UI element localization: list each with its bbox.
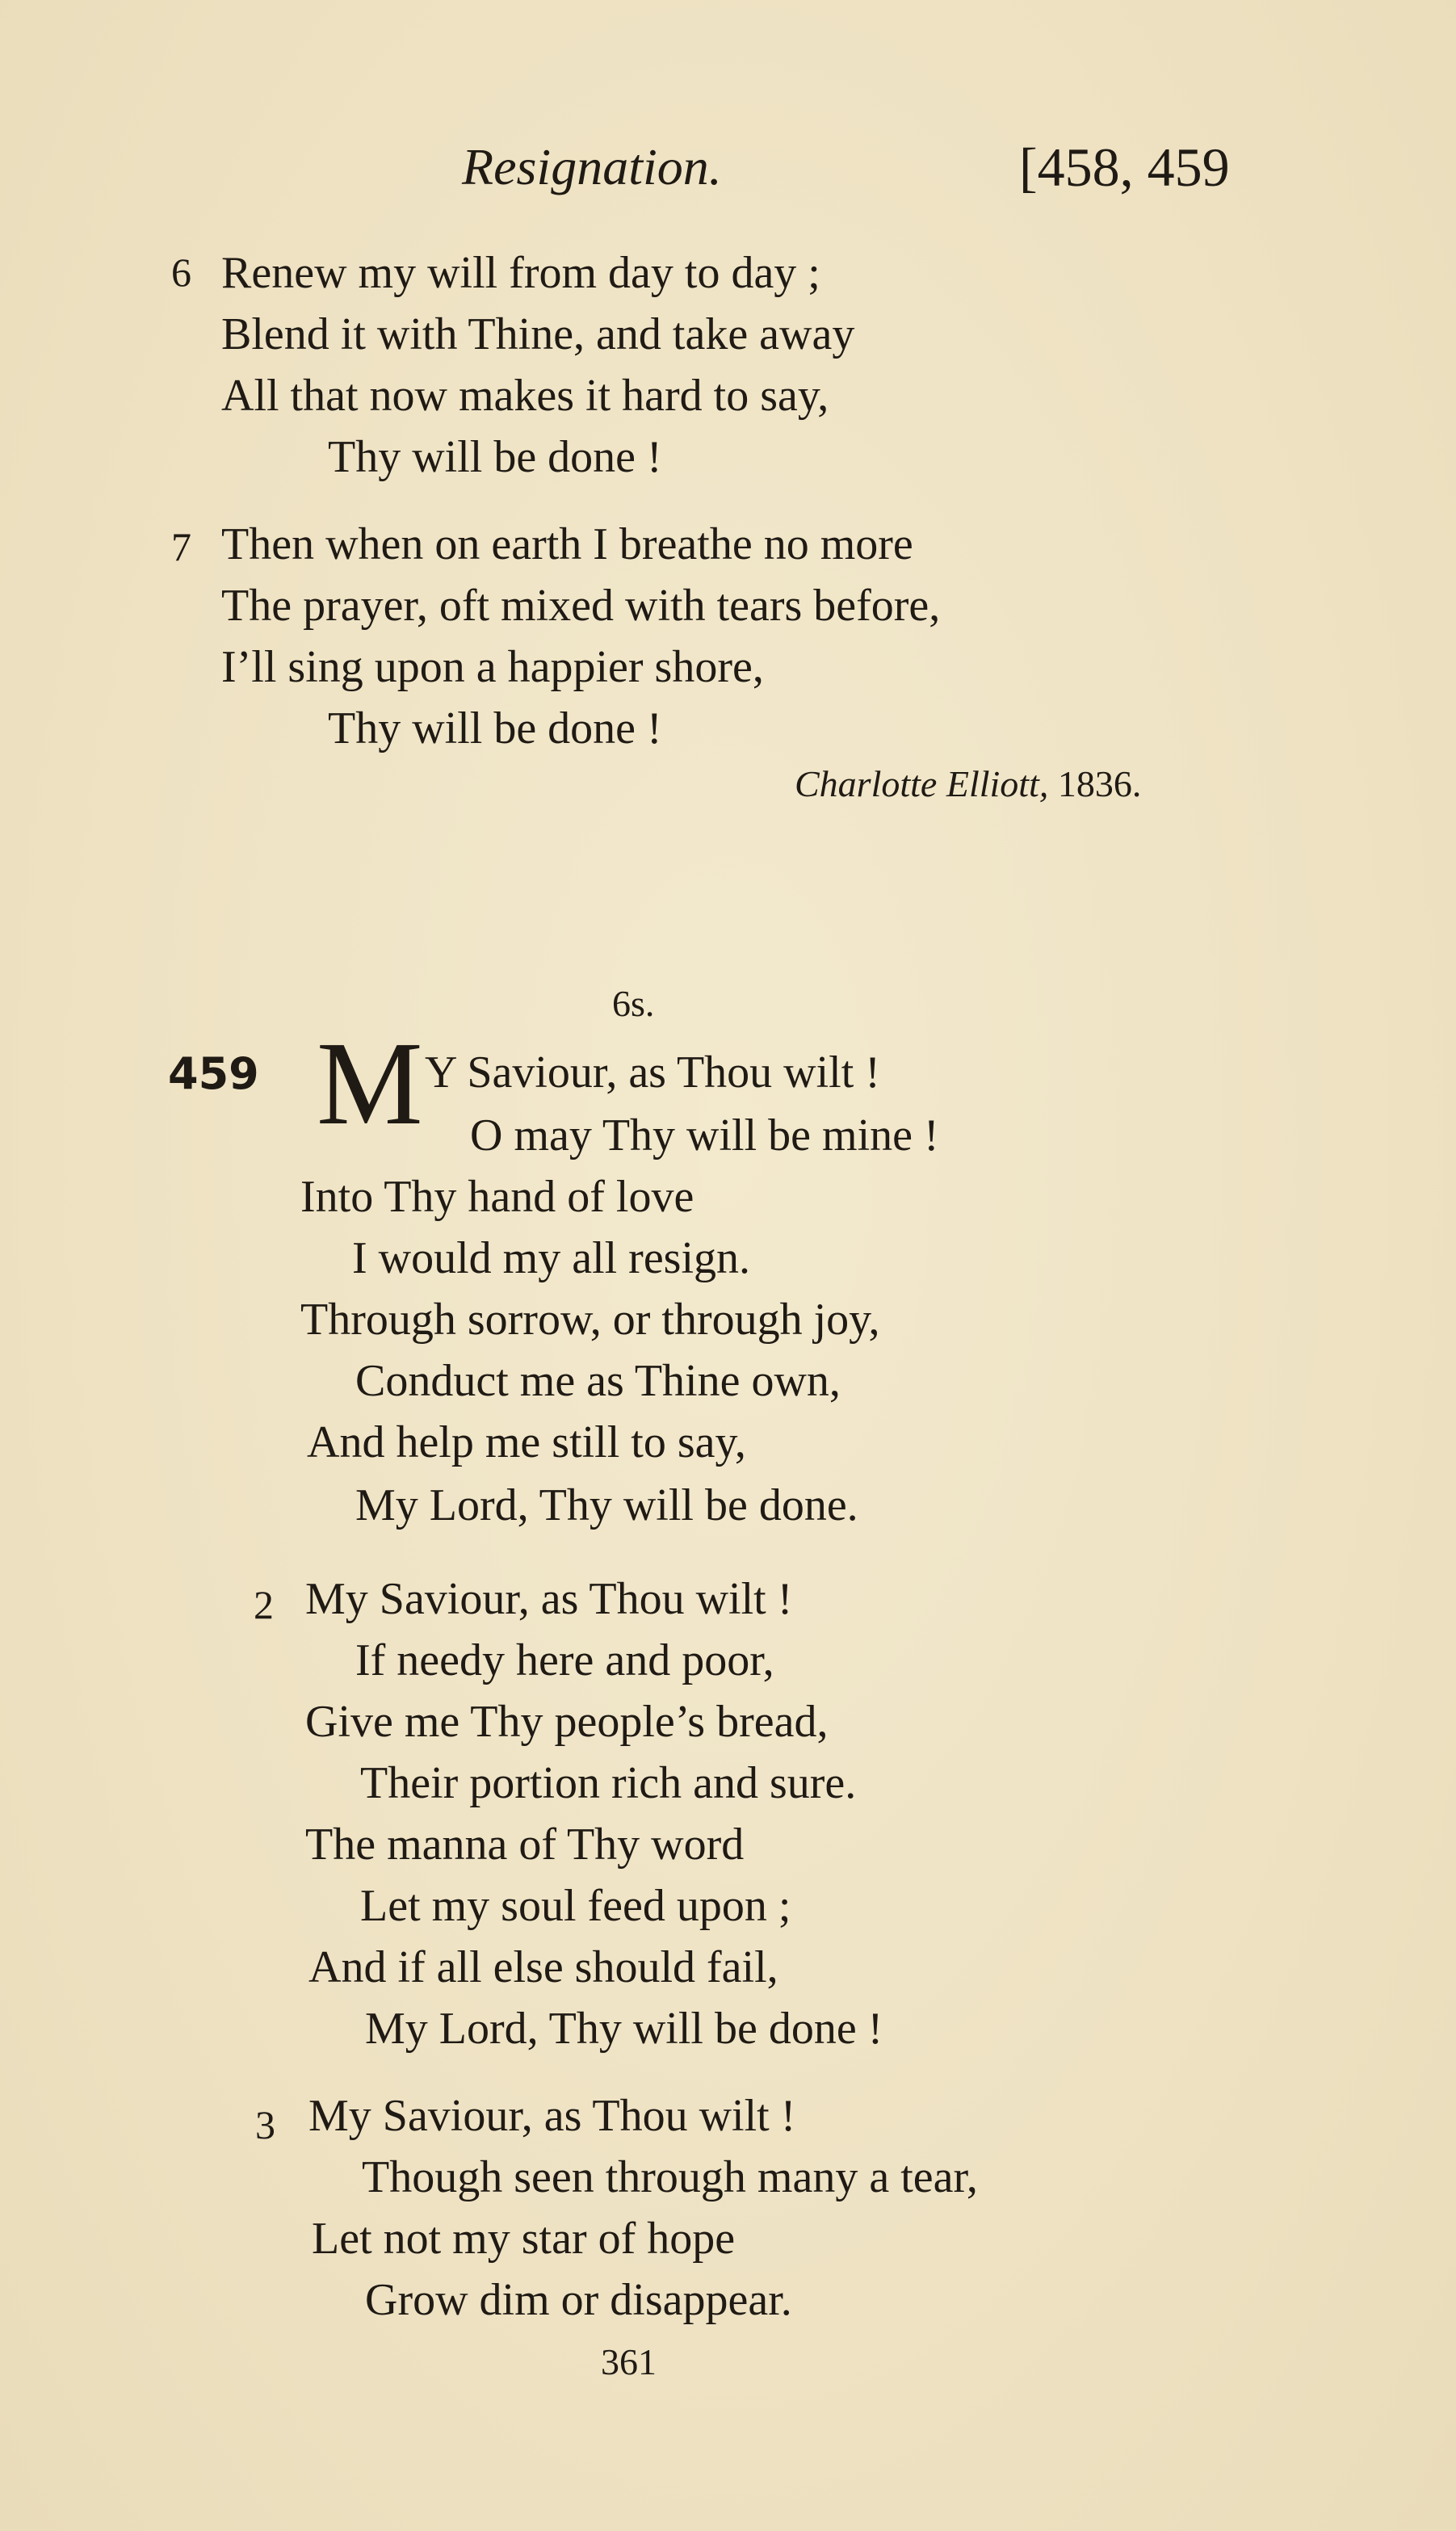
hymn-line: I’ll sing upon a happier shore,	[221, 642, 764, 692]
hymn-line: Blend it with Thine, and take away	[221, 309, 855, 359]
verse-number: 2	[254, 1582, 274, 1627]
hymn-line: Into Thy hand of love	[300, 1172, 694, 1222]
hymn-line: Their portion rich and sure.	[360, 1758, 857, 1808]
hymn-line: All that now makes it hard to say,	[221, 371, 829, 421]
hymn-line: My Lord, Thy will be done.	[355, 1480, 858, 1530]
hymn-line: My Saviour, as Thou wilt !	[308, 2091, 796, 2141]
hymn-line: Y Saviour, as Thou wilt !	[425, 1047, 880, 1098]
hymn-line: Thy will be done !	[328, 703, 662, 753]
hymn-line: My Lord, Thy will be done !	[365, 2004, 883, 2054]
hymn-line: Grow dim or disappear.	[365, 2275, 792, 2325]
hymn-line: Through sorrow, or through joy,	[300, 1295, 880, 1345]
verse-number: 3	[255, 2102, 275, 2147]
page-number: 361	[601, 2341, 657, 2382]
hymn-line: The prayer, oft mixed with tears before,	[221, 581, 941, 631]
hymn-line: Give me Thy people’s bread,	[305, 1697, 829, 1747]
hymn-line: Then when on earth I breathe no more	[221, 519, 913, 569]
hymn-line: Let not my star of hope	[312, 2214, 736, 2264]
verse-number: 7	[171, 524, 191, 569]
hymn-number: 459	[168, 1048, 259, 1099]
hymn-line: O may Thy will be mine !	[470, 1110, 939, 1161]
hymn-line: My Saviour, as Thou wilt !	[305, 1574, 793, 1624]
hymn-line: Let my soul feed upon ;	[360, 1881, 791, 1931]
hymn-line: Thy will be done !	[328, 432, 662, 482]
author-attribution	[795, 762, 1141, 805]
hymn-line: I would my all resign.	[352, 1233, 751, 1283]
hymn-line: And if all else should fail,	[308, 1942, 778, 1992]
verse-number: 6	[171, 250, 191, 295]
drop-cap-letter: M	[317, 1018, 423, 1150]
author-name: Charlotte Elliott,	[795, 763, 1049, 804]
meter-indicator: 6s.	[612, 983, 655, 1024]
hymn-line: The manna of Thy word	[305, 1820, 745, 1870]
hymn-line: And help me still to say,	[307, 1417, 746, 1467]
hymn-line: Conduct me as Thine own,	[355, 1356, 841, 1406]
hymn-line: If needy here and poor,	[355, 1635, 774, 1685]
running-header-title: Resignation.	[462, 138, 722, 195]
hymn-line: Renew my will from day to day ;	[221, 248, 820, 298]
hymn-line: Though seen through many a tear,	[362, 2152, 978, 2202]
running-header-hymn-numbers: [458, 459	[1019, 136, 1230, 198]
author-year: 1836.	[1057, 763, 1142, 804]
